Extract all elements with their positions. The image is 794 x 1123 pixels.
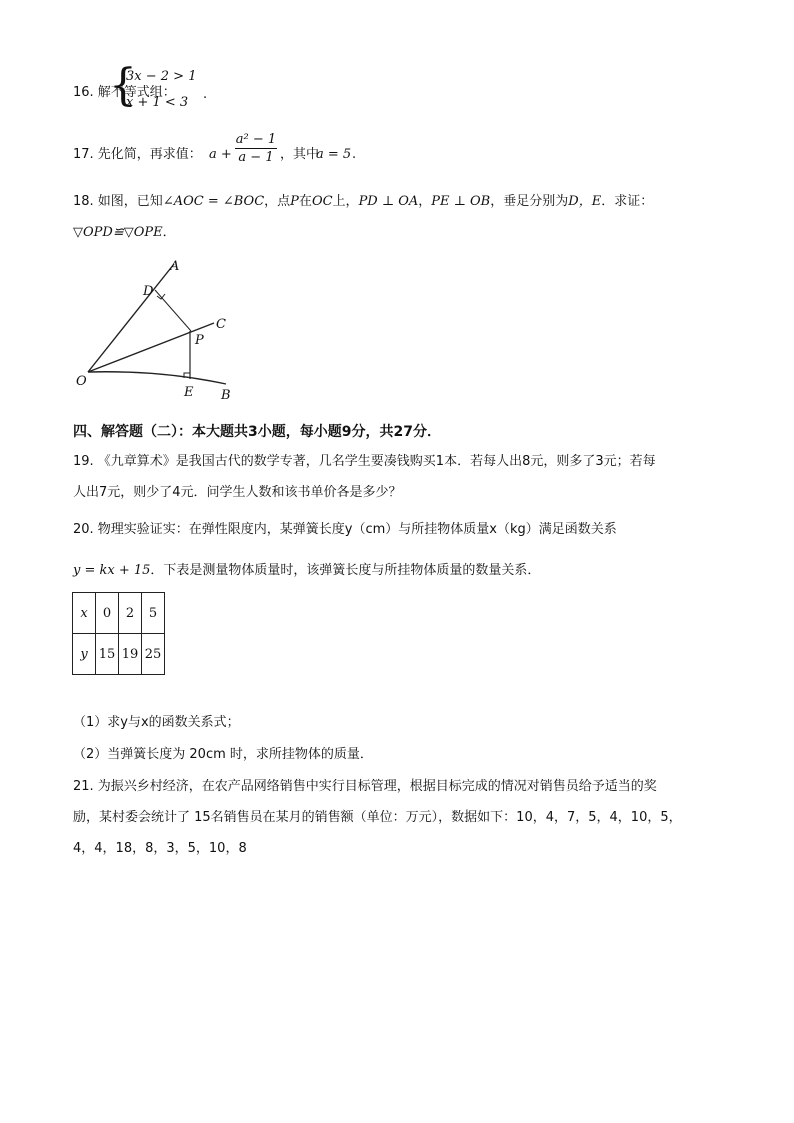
q18-de: D，E (568, 194, 602, 209)
fraction-numerator: a² − 1 (235, 132, 277, 147)
q18-congruence: ▽OPD≌▽OPE (73, 225, 163, 240)
q18-sep: ， (418, 194, 432, 209)
q21-line2: 励，某村委会统计了 15名销售员在某月的销售额（单位：万元），数据如下：10，4，7，5，4，10，5， (73, 810, 682, 825)
q18-pe: PE ⊥ OB (431, 194, 491, 209)
ray-ob (88, 372, 226, 384)
table-cell: 0 (96, 593, 119, 634)
label-b: B (221, 388, 231, 403)
label-o: O (76, 374, 87, 389)
q17-end: . (352, 147, 357, 162)
section-4-heading: 四、解答题（二）：本大题共3小题，每小题9分，共27分． (73, 424, 441, 440)
q17-label: 17. 先化简，再求值： (73, 147, 202, 162)
table-cell: 19 (119, 634, 142, 675)
label-e: E (184, 385, 194, 400)
q18-part-c: 上， (332, 194, 359, 209)
table-row (73, 634, 165, 675)
data-table (72, 592, 165, 675)
q20-sub2: （2）当弹簧长度为 20cm 时，求所挂物体的质量． (73, 747, 373, 762)
q20-sub1: （1）求y与x的函数关系式； (73, 715, 240, 730)
q18-part-a: 18. 如图，已知 (73, 194, 163, 209)
q17-condition: a = 5 (316, 147, 352, 162)
q18-line2-end: ． (162, 225, 176, 240)
q20-line2-text: ．下表是测量物体质量时，该弹簧长度与所挂物体质量的数量关系． (150, 563, 541, 578)
inequality-2: x + 1 < 3 (126, 95, 189, 110)
q18-part-b: ，点 (264, 194, 291, 209)
segment-pd (155, 290, 191, 331)
inequality-1: 3x − 2 > 1 (126, 69, 197, 84)
fraction-denominator: a − 1 (238, 150, 274, 165)
q16-label: 16. 解不等式组： (73, 85, 176, 100)
q18-on: 在 (298, 194, 312, 209)
q21-line1: 21. 为振兴乡村经济，在农产品网络销售中实行目标管理，根据目标完成的情况对销售员给予适当的奖 (73, 779, 657, 794)
system-brace: { (109, 60, 137, 111)
table-cell: y (73, 634, 96, 675)
q21-line3: 4，4，18，8，3，5，10，8 (73, 841, 247, 856)
table-cell: x (73, 593, 96, 634)
q18-part-e: ．求证： (601, 194, 654, 209)
table-row (73, 593, 165, 634)
q18-angles: ∠AOC = ∠BOC (162, 194, 265, 209)
label-a: A (170, 259, 180, 274)
q20-line1: 20. 物理实验证实：在弹性限度内，某弹簧长度y（cm）与所挂物体质量x（kg）满足函数关系 (73, 522, 617, 537)
q20-line2 (73, 562, 540, 580)
q19-line2: 人出7元，则少了4元．问学生人数和该书单价各是多少？ (73, 485, 402, 500)
label-d: D (143, 284, 154, 299)
q18-point-p: P (290, 194, 299, 209)
q16-end: . (203, 87, 208, 102)
label-p: P (195, 333, 204, 348)
label-c: C (216, 317, 226, 332)
table-cell: 25 (142, 634, 165, 675)
table-cell: 2 (119, 593, 142, 634)
q17-a: a + (209, 147, 232, 162)
q18-part-d: ，垂足分别为 (490, 194, 569, 209)
table-cell: 15 (96, 634, 119, 675)
table-cell: 5 (142, 593, 165, 634)
q20-equation: y = kx + 15 (73, 563, 151, 578)
q18-pd: PD ⊥ OA (358, 194, 419, 209)
q17-tail: ，其中 (280, 147, 320, 162)
q19-line1: 19. 《九章算术》是我国古代的数学专著，几名学生要凑钱购买1本．若每人出8元，则多了3元；若每 (73, 454, 656, 469)
q18-oc: OC (311, 194, 333, 209)
